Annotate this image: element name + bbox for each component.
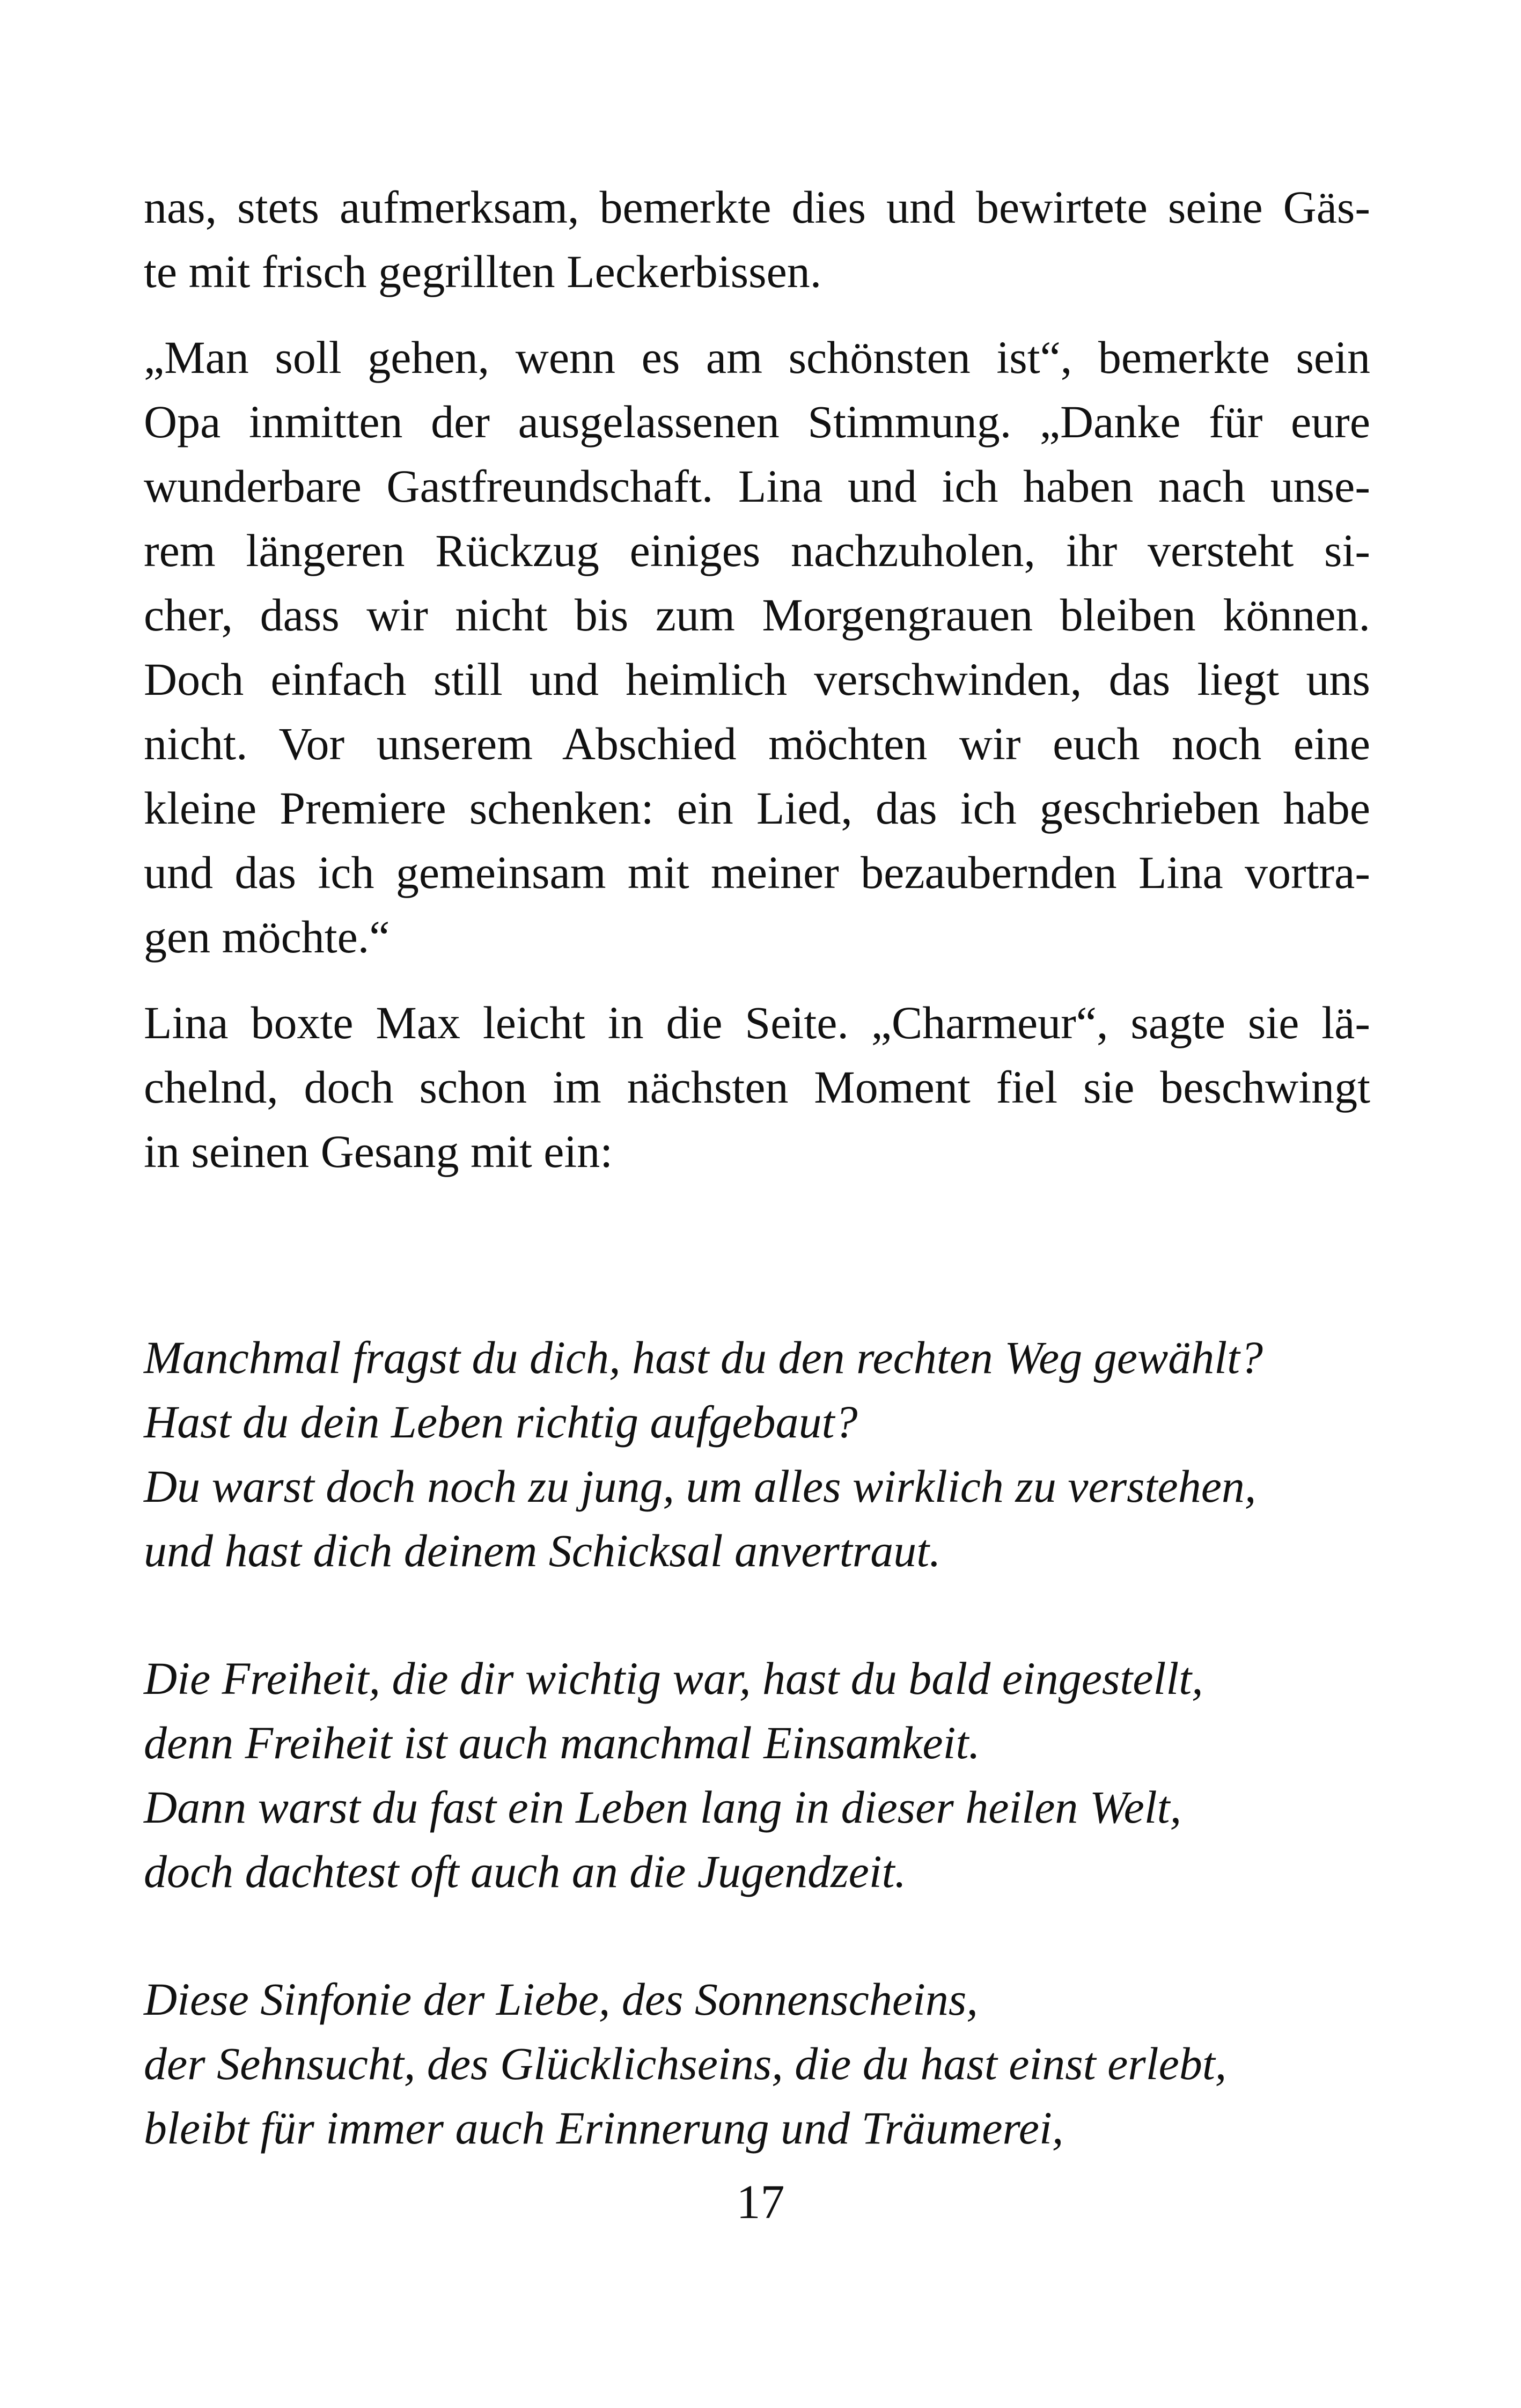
verse-line: Du warst doch noch zu jung, um alles wirklich zu verstehen, — [144, 1460, 1257, 1512]
text-line: wunderbare Gastfreundschaft. Lina und ich haben nach unse- — [144, 460, 1370, 512]
text-line: nas, stets aufmerksam, bemerkte dies und bewirtete seine Gäs- — [144, 181, 1370, 233]
text-line: te mit frisch gegrillten Leckerbissen. — [144, 246, 822, 297]
verse-line: Manchmal fragst du dich, hast du den rechten Weg gewählt? — [144, 1332, 1263, 1383]
verse-line: Die Freiheit, die dir wichtig war, hast du bald eingestellt, — [144, 1653, 1203, 1704]
verse-line: Diese Sinfonie der Liebe, des Sonnenscheins, — [144, 1973, 978, 2025]
song-lyrics — [144, 1325, 1370, 2223]
text-line: cher, dass wir nicht bis zum Morgengrauen bleiben können. — [144, 589, 1370, 641]
text-line: in seinen Gesang mit ein: — [144, 1126, 613, 1177]
text-line: rem längeren Rückzug einiges nachzuholen, ihr versteht si- — [144, 525, 1370, 576]
text-line: „Man soll gehen, wenn es am schönsten ist“, bemerkte sein — [144, 332, 1370, 383]
verse-line: und hast dich deinem Schicksal anvertraut. — [144, 1525, 941, 1576]
text-line: Lina boxte Max leicht in die Seite. „Charmeur“, sagte sie lä- — [144, 997, 1370, 1048]
text-line: gen möchte.“ — [144, 911, 390, 963]
page-number: 17 — [736, 2176, 785, 2229]
text-line: Opa inmitten der ausgelassenen Stimmung. „Danke für eure — [144, 396, 1370, 447]
text-line: nicht. Vor unserem Abschied möchten wir euch noch eine — [144, 718, 1370, 769]
verse-line: doch dachtest oft auch an die Jugendzeit. — [144, 1846, 907, 1897]
prose-body — [144, 175, 1370, 1205]
paragraph — [144, 175, 1370, 304]
verse-line: Dann warst du fast ein Leben lang in dieser heilen Welt, — [144, 1781, 1182, 1833]
text-line: chelnd, doch schon im nächsten Moment fiel sie beschwingt — [144, 1061, 1370, 1113]
paragraph — [144, 325, 1370, 969]
verse-line: Hast du dein Leben richtig aufgebaut? — [144, 1396, 858, 1448]
text-line: Doch einfach still und heimlich verschwinden, das liegt uns — [144, 654, 1370, 705]
text-line: kleine Premiere schenken: ein Lied, das ich geschrieben habe — [144, 782, 1370, 834]
stanza — [144, 1646, 1370, 1904]
verse-line: der Sehnsucht, des Glücklichseins, die du hast einst erlebt, — [144, 2038, 1227, 2089]
verse-line: denn Freiheit ist auch manchmal Einsamkeit. — [144, 1717, 980, 1768]
paragraph — [144, 990, 1370, 1184]
text-line: und das ich gemeinsam mit meiner bezaubernden Lina vortra- — [144, 847, 1370, 898]
verse-line: bleibt für immer auch Erinnerung und Träumerei, — [144, 2102, 1064, 2154]
stanza — [144, 1967, 1370, 2160]
stanza — [144, 1325, 1370, 1583]
